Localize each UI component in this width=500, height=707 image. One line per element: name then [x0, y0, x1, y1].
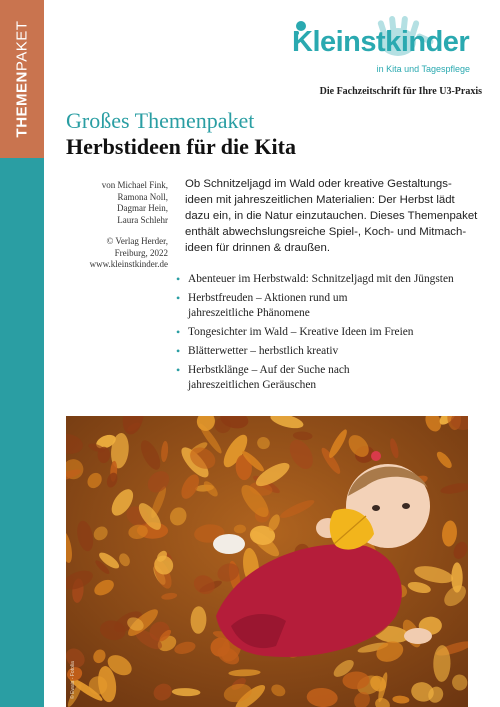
topic-line: Abenteuer im Herbstwald: Schnitzeljagd mit den Jüngsten — [188, 273, 454, 285]
magazine-tagline: Die Fachzeitschrift für Ihre U3-Praxis — [319, 86, 482, 97]
author-line: Dagmar Hein, — [117, 203, 168, 213]
list-item — [176, 344, 476, 359]
section-tab — [0, 0, 44, 158]
cover-photo — [66, 416, 468, 707]
autumn-leaves-photo — [66, 416, 468, 707]
intro-line: ideen für drinnen & draußen. — [185, 242, 331, 254]
intro-line: Ob Schnitzeljagd im Wald oder kreative Gestaltungs- — [185, 178, 452, 190]
topic-line: Blätterwetter – herbstlich kreativ — [188, 345, 339, 357]
intro-line: enthält abwechslungsreiche Spiel-, Koch- und Mitmach- — [185, 226, 467, 238]
page-kicker: Großes Themenpaket — [66, 108, 255, 133]
list-item — [176, 272, 476, 287]
photo-credit: © Ewais - Fotolia — [70, 661, 76, 699]
bullet-icon: • — [176, 272, 181, 286]
topic-list — [176, 272, 476, 397]
author-line: von Michael Fink, — [101, 180, 168, 190]
page-title: Herbstideen für die Kita — [66, 134, 296, 159]
intro-paragraph — [185, 176, 478, 256]
author-line: Laura Schlehr — [117, 214, 168, 225]
publisher-link[interactable]: www.kleinstkinder.de — [89, 259, 168, 269]
bullet-icon: • — [176, 325, 181, 339]
intro-line: ideen mit jahreszeitlichen Materialien: Der Herbst lädt — [185, 194, 455, 206]
list-item — [176, 325, 476, 340]
list-item — [176, 363, 476, 393]
topic-line: jahreszeitlichen Geräuschen — [188, 379, 317, 391]
publisher-line: © Verlag Herder, — [106, 236, 168, 246]
topic-line: jahreszeitliche Phänomene — [188, 307, 310, 319]
publisher-line: Freiburg, 2022 — [114, 247, 168, 258]
section-label — [0, 0, 44, 158]
author-line: Ramona Noll, — [117, 191, 168, 202]
topic-line: Tongesichter im Wald – Kreative Ideen im Freien — [188, 326, 414, 338]
logo-wordmark: Kleinstkinder — [292, 26, 470, 58]
bullet-icon: • — [176, 363, 181, 377]
intro-line: dazu ein, in die Natur einzutauchen. Dieses Themenpaket — [185, 210, 478, 222]
author-credits — [66, 180, 168, 271]
bullet-icon: • — [176, 344, 181, 358]
topic-line: Herbstfreuden – Aktionen rund um — [188, 292, 348, 304]
logo-subtitle: in Kita und Tagespflege — [376, 64, 470, 74]
list-item — [176, 291, 476, 321]
section-label-regular: PAKET — [13, 20, 31, 72]
topic-line: Herbstklänge – Auf der Suche nach — [188, 364, 350, 376]
brand-logo — [292, 16, 482, 80]
bullet-icon: • — [176, 291, 181, 305]
section-label-bold: THEMEN — [13, 71, 31, 138]
